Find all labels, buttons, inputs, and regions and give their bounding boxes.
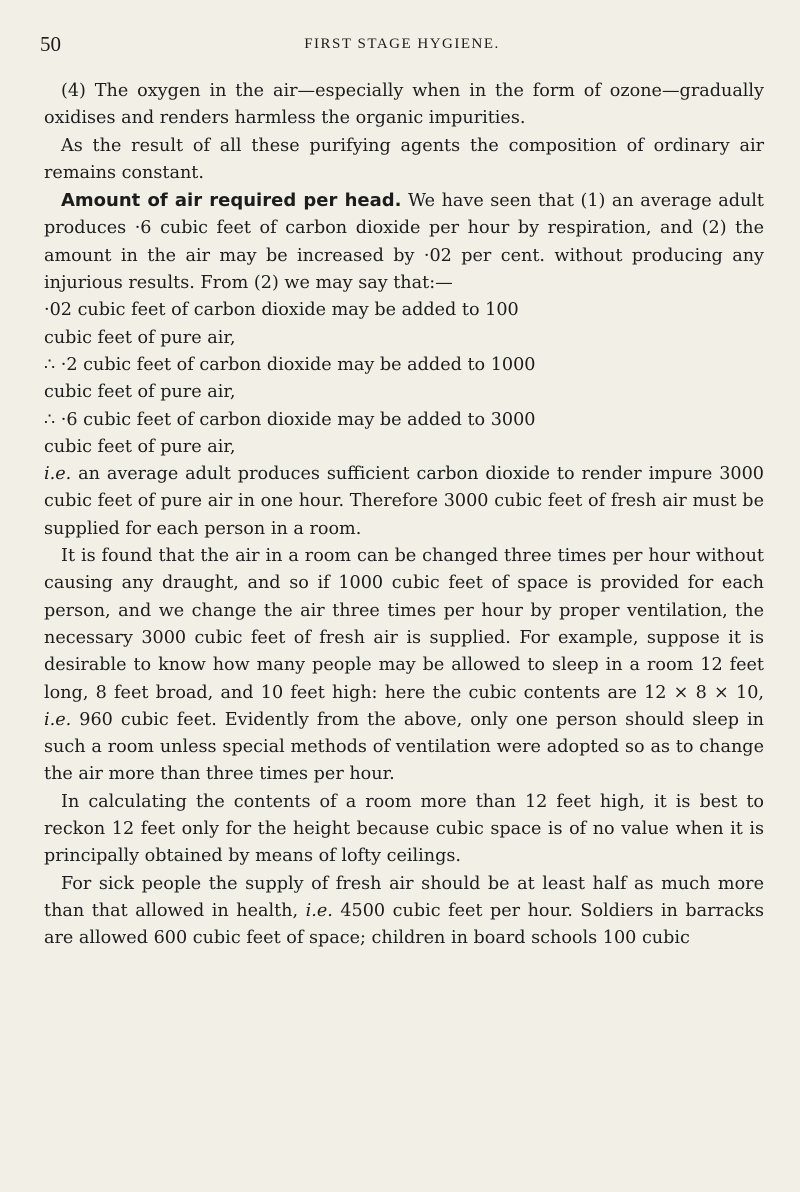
room-text-part-1: It is found that the air in a room can be changed three times per hour without causing any draught, and so if 1000 cubic feet of space is provided for each person, and we change the air three times per hour by proper ventilation, the necessary 3000 cubic feet of fresh air is supplied. For example, suppose it is desirable to know how many people may be allowed to sleep in a room 12 feet long, 8 feet broad, and 10 feet high: here the cubic contents are 12 × 8 × 10, — [44, 546, 764, 703]
paragraph-oxygen: (4) The oxygen in the air—especially when in the form of ozone—gradually oxidises and renders harmless the organic impurities. — [44, 81, 764, 129]
calculation-block — [44, 297, 764, 461]
abbreviation-ie: i.e. — [44, 709, 72, 730]
section-heading: Amount of air required per head. — [61, 190, 402, 212]
sick-text-part-2: 4500 cubic feet per hour. Soldiers in barracks are allowed 600 cubic feet of space; children in board schools 100 cubic — [44, 900, 764, 949]
calculation-continuation: cubic feet of pure air, — [44, 382, 236, 403]
sick-text-part-1: For sick people the supply of fresh air should be at least half as much more than that allowed in health, — [44, 873, 764, 921]
page-body — [44, 78, 764, 953]
calculation-continuation: cubic feet of pure air, — [44, 327, 236, 348]
section-intro-text: We have seen that (1) an average adult produces ·6 cubic feet of carbon dioxide per hour by respiration, and (2) the amount in the air may be increased by ·02 per cent. without producing any injurious results. From (2) we may say that:— — [44, 191, 764, 294]
calculation-line: ∴ ·6 cubic feet of carbon dioxide may be added to 3000 — [44, 409, 536, 430]
running-title: FIRST STAGE HYGIENE. — [304, 36, 500, 52]
paragraph-ceiling-height: In calculating the contents of a room more than 12 feet high, it is best to reckon 12 feet only for the height because cubic space is of no value when it is principally obtained by means of lofty ceilings. — [44, 791, 764, 867]
paragraph-purifying-agents: As the result of all these purifying agents the composition of ordinary air remains constant. — [44, 135, 764, 183]
paragraph-amount-of-air — [44, 187, 764, 297]
calculation-continuation: cubic feet of pure air, — [44, 436, 236, 457]
calculation-step — [44, 352, 764, 407]
room-text-part-2: 960 cubic feet. Evidently from the above, only one person should sleep in such a room unless special methods of ventilation were adopted so as to change the air more than three times per hour. — [44, 709, 764, 785]
calculation-line: ∴ ·2 cubic feet of carbon dioxide may be added to 1000 — [44, 354, 536, 375]
abbreviation-ie: i.e. — [305, 900, 333, 921]
conclusion-text: an average adult produces sufficient carbon dioxide to render impure 3000 cubic feet of pure air in one hour. Therefore 3000 cubic feet of fresh air must be supplied for each person in a room. — [44, 464, 764, 539]
calculation-step — [44, 297, 764, 352]
page-header — [40, 32, 764, 60]
page-number: 50 — [40, 32, 61, 56]
abbreviation-ie: i.e. — [44, 464, 72, 485]
paragraph-sick-people — [44, 871, 764, 953]
calculation-line: ·02 cubic feet of carbon dioxide may be added to 100 — [44, 300, 519, 321]
paragraph-conclusion — [44, 461, 764, 543]
calculation-step — [44, 407, 764, 462]
paragraph-room-air-change — [44, 543, 764, 789]
